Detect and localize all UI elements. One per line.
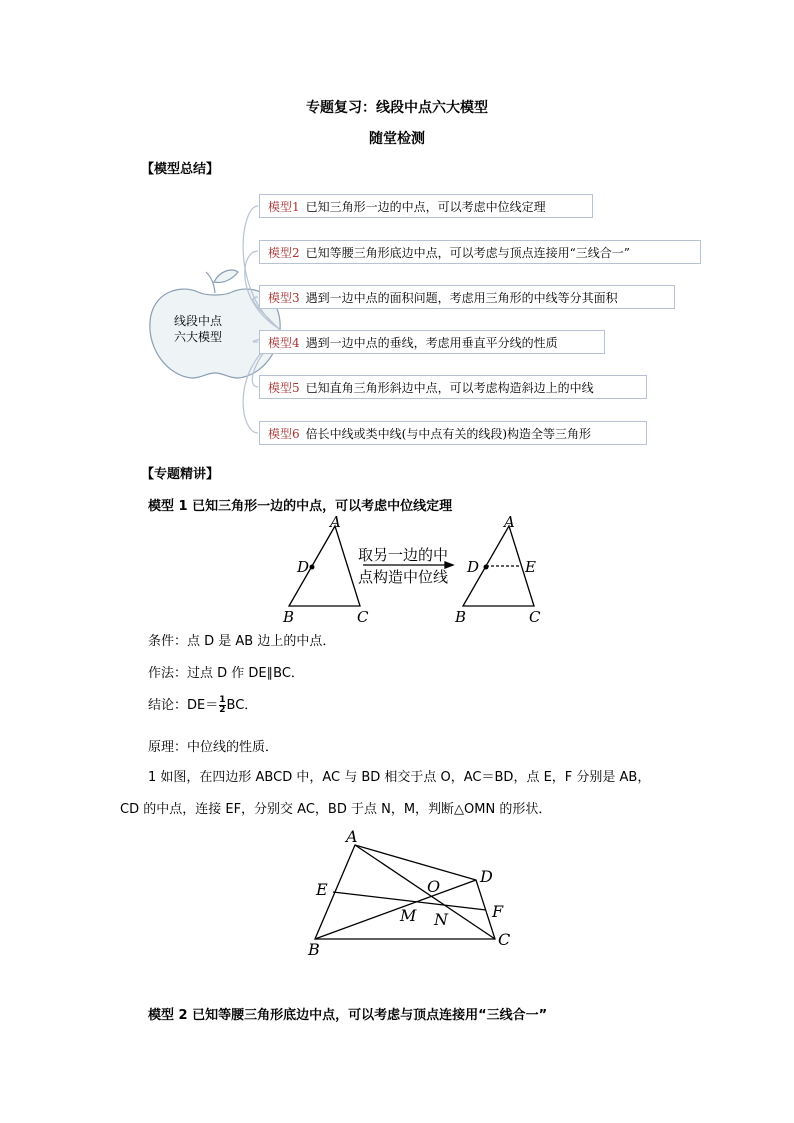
model-box-6 — [259, 421, 647, 445]
label-b: B — [283, 608, 295, 626]
mindmap-center-line2: 六大模型 — [173, 330, 222, 344]
label-n: N — [434, 910, 448, 929]
model-text: 已知三角形一边的中点，可以考虑中位线定理 — [305, 200, 546, 214]
label-e: E — [316, 880, 328, 899]
label-c: C — [357, 608, 369, 626]
label-o: O — [427, 877, 441, 896]
model-text: 倍长中线或类中线(与中点有关的线段)构造全等三角形 — [305, 427, 592, 441]
label-c: C — [498, 930, 511, 949]
model2-title: 模型 2 已知等腰三角形底边中点，可以考虑与顶点连接用“三线合一” — [148, 1008, 548, 1023]
label-d: D — [480, 867, 493, 886]
model-box-5 — [259, 375, 647, 399]
figure-quadrilateral — [300, 825, 530, 965]
fraction-numerator: 1 — [219, 695, 226, 705]
model-box-2 — [259, 240, 701, 264]
model-text: 已知等腰三角形底边中点，可以考虑与顶点连接用“三线合一” — [305, 246, 630, 260]
model-tag: 模型2 — [268, 246, 300, 260]
conclusion-suffix: BC． — [226, 698, 258, 713]
conclusion-text — [148, 694, 257, 715]
midpoint-d-dot — [310, 565, 315, 570]
label-b: B — [308, 940, 320, 959]
page-title: 专题复习：线段中点六大模型 — [306, 100, 488, 116]
model-tag: 模型1 — [268, 200, 300, 214]
page-subtitle: 随堂检测 — [369, 131, 425, 147]
label-m: M — [400, 906, 417, 925]
principle-text: 原理：中位线的性质． — [148, 740, 279, 755]
model-tag: 模型3 — [268, 291, 300, 305]
arrow-caption-line2: 点构造中位线 — [358, 568, 449, 586]
label-a: A — [504, 513, 515, 531]
mindmap-center-label — [163, 313, 233, 345]
mindmap-center-line1: 线段中点 — [173, 314, 222, 328]
model-tag: 模型6 — [268, 427, 300, 441]
model-tag: 模型5 — [268, 381, 300, 395]
label-b: B — [455, 608, 467, 626]
problem-line2: CD 的中点，连接 EF，分别交 AC，BD 于点 N，M，判断△OMN 的形状． — [120, 802, 552, 817]
fraction-one-half — [219, 696, 225, 715]
label-c: C — [529, 608, 541, 626]
label-a: A — [346, 827, 358, 846]
model-box-3 — [259, 285, 675, 309]
summary-heading: 【模型总结】 — [141, 162, 220, 177]
lecture-heading: 【专题精讲】 — [141, 467, 220, 482]
label-f: F — [492, 902, 504, 921]
model-box-1 — [259, 194, 593, 218]
conclusion-prefix: 结论：DE＝ — [148, 698, 219, 713]
model-text: 遇到一边中点的垂线，考虑用垂直平分线的性质 — [305, 336, 558, 350]
midpoint-d-dot — [484, 565, 489, 570]
fraction-denominator: 2 — [219, 705, 226, 715]
condition-text: 条件：点 D 是 AB 边上的中点． — [148, 634, 336, 649]
construction-text: 作法：过点 D 作 DE∥BC． — [148, 666, 304, 681]
model-tag: 模型4 — [268, 336, 300, 350]
label-e: E — [525, 558, 536, 576]
arrow-caption-line1: 取另一边的中 — [358, 546, 449, 564]
model-text: 遇到一边中点的面积问题，考虑用三角形的中线等分其面积 — [305, 291, 618, 305]
model-box-4 — [259, 330, 605, 354]
label-d: D — [467, 558, 480, 576]
label-d: D — [297, 558, 310, 576]
model1-title: 模型 1 已知三角形一边的中点，可以考虑中位线定理 — [148, 499, 453, 514]
model-text: 已知直角三角形斜边中点，可以考虑构造斜边上的中线 — [305, 381, 594, 395]
label-a: A — [330, 513, 341, 531]
arrow-caption — [358, 544, 448, 588]
problem-line1: 1 如图，在四边形 ABCD 中，AC 与 BD 相交于点 O，AC＝BD，点 E，F 分别是 AB， — [148, 770, 651, 785]
